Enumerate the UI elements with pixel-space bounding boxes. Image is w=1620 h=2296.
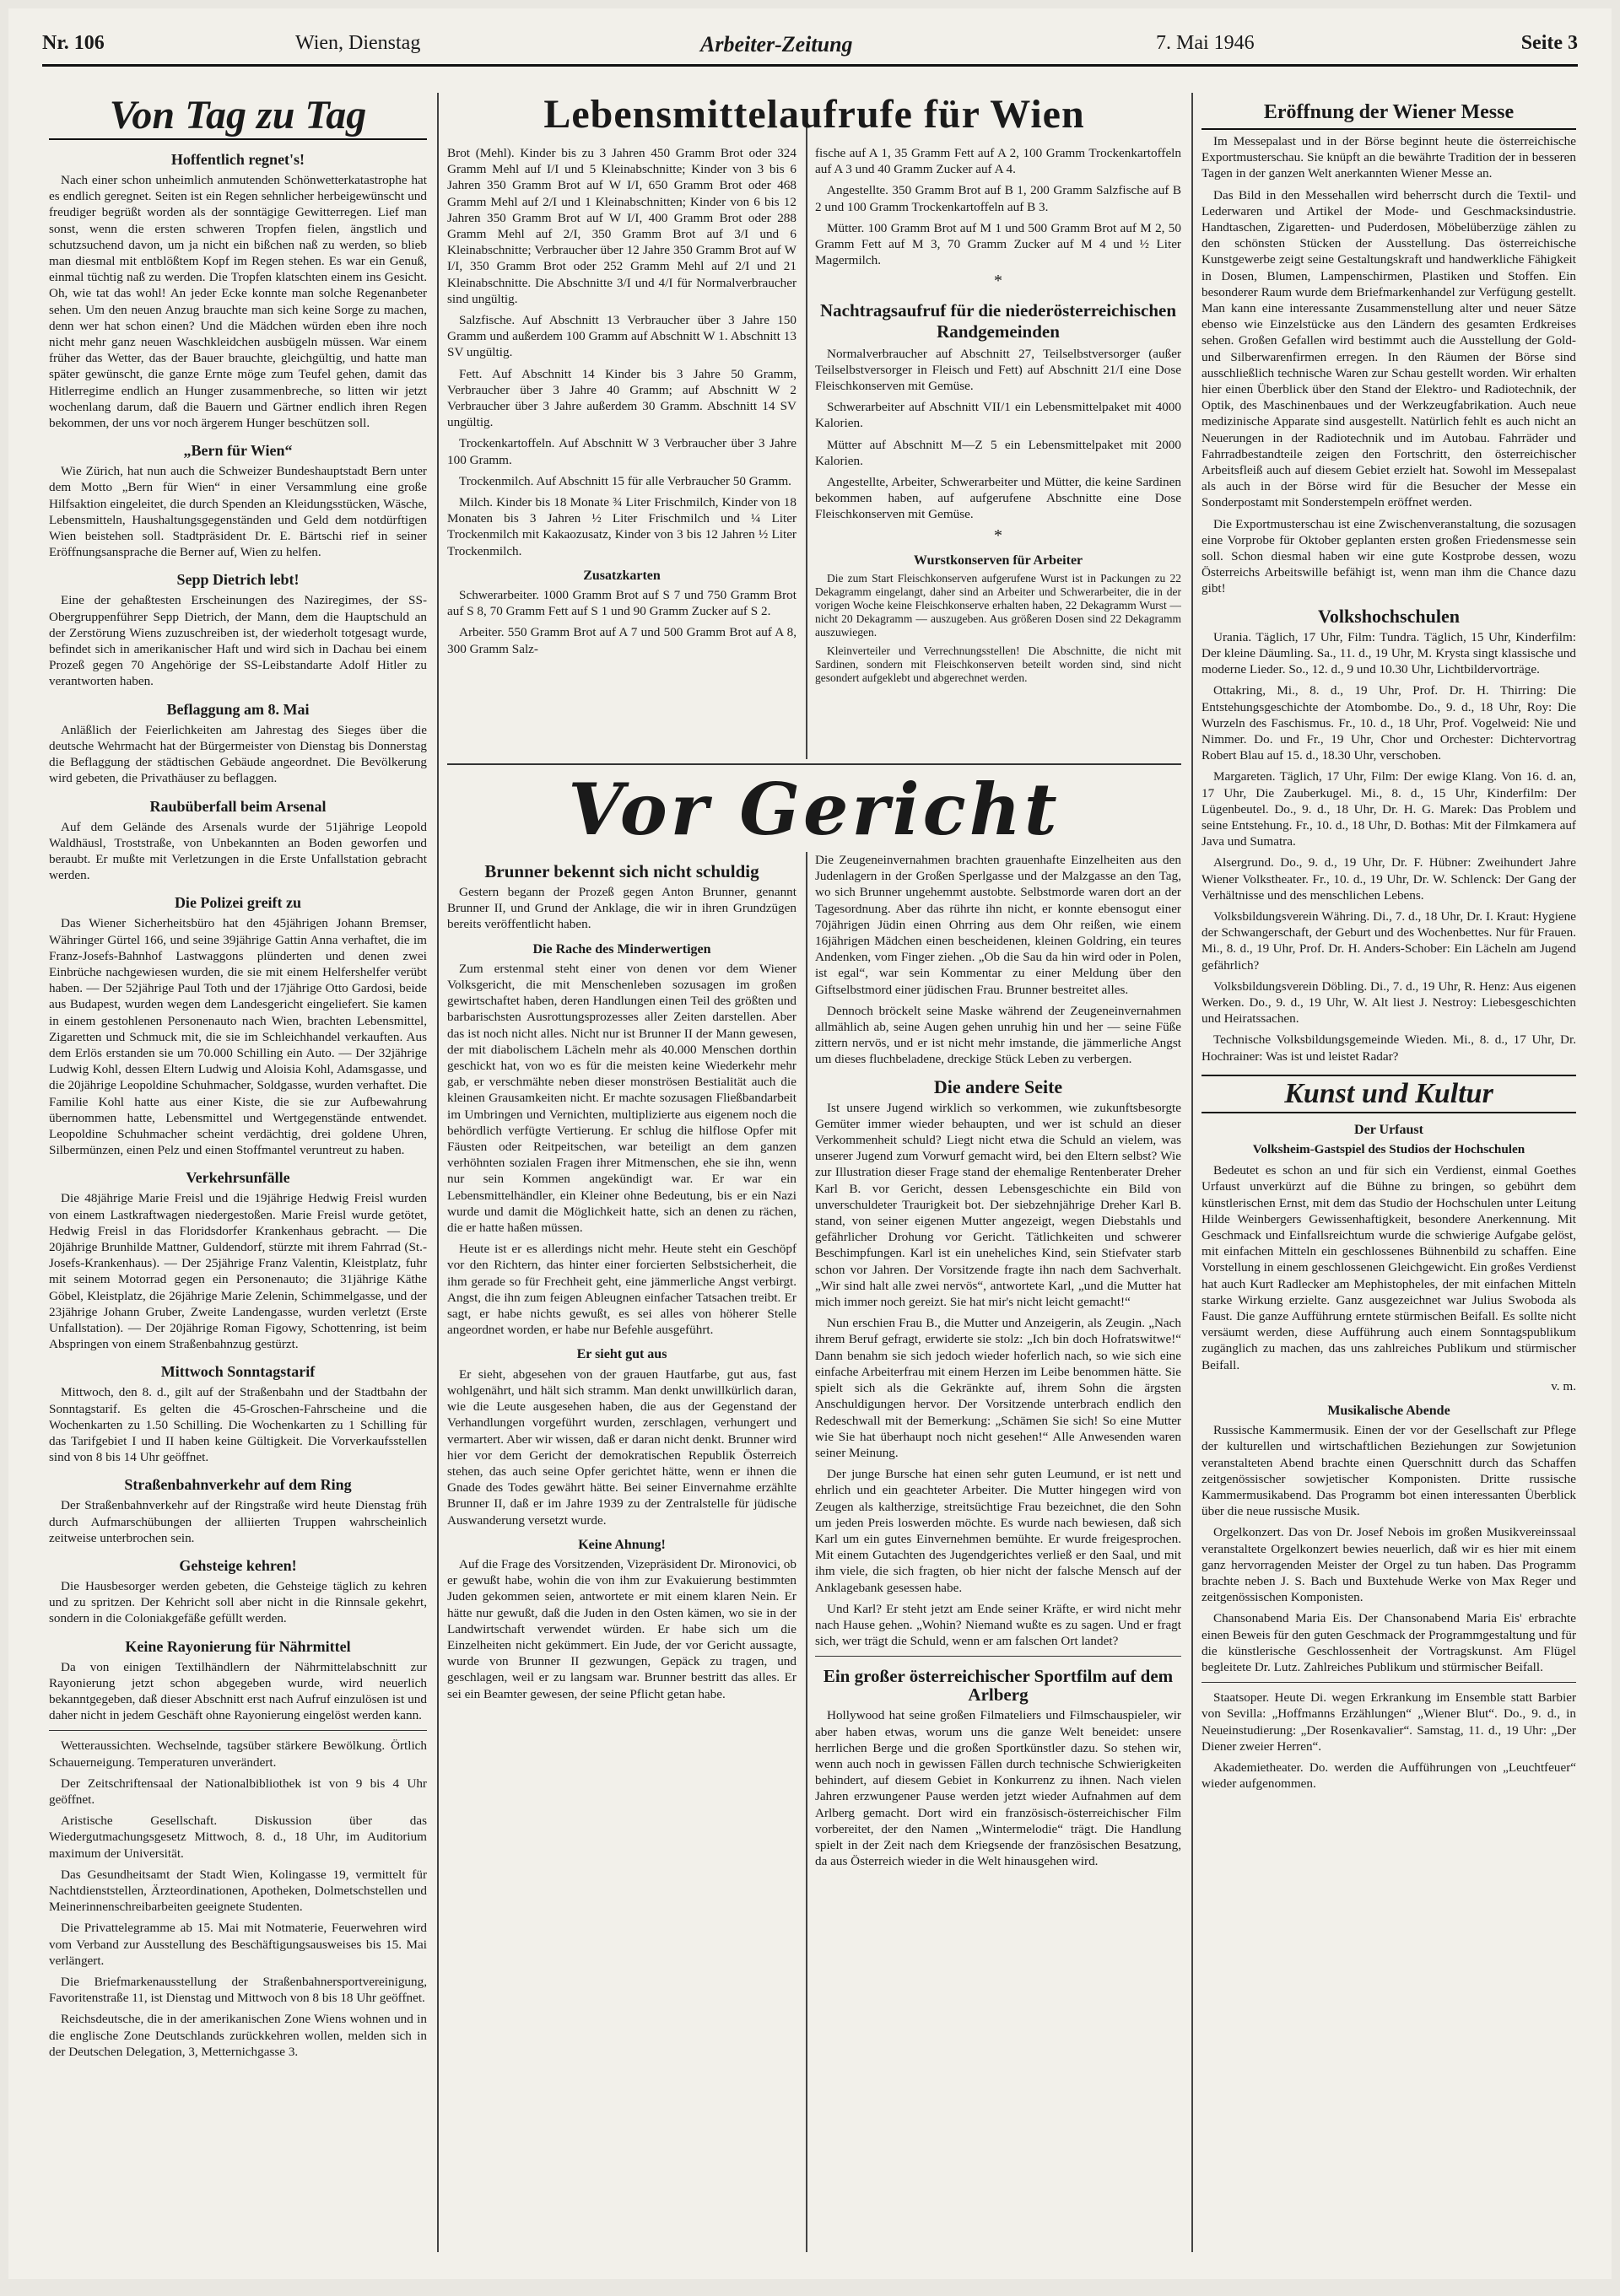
ration-text: Angestellte, Arbeiter, Schwerarbeiter und Mütter, die keine Sardinen bekommen haben, auf aufgerufene Abschnitte eine Dose Fleischkonserven mit Gemüse. [815,475,1181,522]
ration-text: Normalverbraucher auf Abschnitt 27, Teilselbstversorger (außer Teilselbstversorger in Fleisch und Fett) auf Abschnitt 21/I eine Dose Fleischkonserven mit Gemüse. [815,346,1181,394]
listing-text: Alsergrund. Do., 9. d., 19 Uhr, Dr. F. Hübner: Zweihundert Jahre Wiener Volkstheater. Fr., 10. d., 19 Uhr, Dr. W. Schlenck: Der Gang der Verhältnisse und des menschlichen Lebens. [1202,855,1576,903]
listing-text: Ottakring, Mi., 8. d., 19 Uhr, Prof. Dr. H. Thirring: Die Entstehungsgeschichte der Atombombe. Do., 9. d., 18 Uhr, Roy: Die Wurzeln des Faschismus. Fr., 10. d., 18 Uhr, Prof. Vogelweid: Nie und Nimmer. Do. und Fr., 19 Uhr, Chor und Orchester: Dichtervortrag Robert Blau auf 15. d., 18.30 Uhr, verschoben. [1202,683,1576,763]
section-rule [447,763,1181,765]
notice-text: Das Gesundheitsamt der Stadt Wien, Kolingasse 19, vermittelt für Nachtdienststellen, Ärzteordinationen, Apotheken, Dolmetschstellen und Meinerinnenschreibarbeiten geeignete Studenten. [49,1867,427,1915]
column-food-rations-2 [815,145,1181,759]
article-title: Keine Rayonierung für Nährmittel [125,1637,351,1655]
ration-text: Salzfische. Auf Abschnitt 13 Verbraucher über 3 Jahre 150 Gramm und außerdem 100 Gramm auf Abschnitt W 1. Abschnitt 13 SV ungültig. [447,313,796,360]
listing-text: Urania. Täglich, 17 Uhr, Film: Tundra. Täglich, 15 Uhr, Kinderfilm: Der kleine Däumling. Sa., 11. d., 19 Uhr, M. Krysta singt klassische und moderne Lieder. So., 12. d., 9 und 10.30 Uhr, Lichtbildervorträge. [1202,629,1576,677]
article-text: Auf dem Gelände des Arsenals wurde der 51jährige Leopold Waldhäusl, Troststraße, von Unbekannten an Boden geworfen und beraubt. Er mußte mit Verletzungen in die Erste Unfallstation gebracht werden. [49,819,427,883]
article-text: Der junge Bursche hat einen sehr guten Leumund, er ist nett und ehrlich und ein geachteter Arbeiter. Die Mutter hingegen wird von Zeugen als kaltherzige, streitsüchtige Frau bezeichnet, die den Sohn um jeden Preis loswerden möchte. Es wurde nach bewiesen, daß sich Karl um ein gutes Einvernehmen bemühte. Er wurde freigesprochen. Mit einem Gutachten des Jugendgerichtes verließ er den Saal, und mit ihm viele, die sich fragten, ob hier nicht der falsche Mensch auf der Anklagebank gesessen habe. [815,1467,1181,1595]
newspaper-page [8,8,1612,2279]
issue-number: Nr. 106 [42,32,105,54]
article-text: Ist unsere Jugend wirklich so verkommen, wie zukunftsbesorgte Gemüter immer wieder behaupten, und wer ist schuld an dieser Verkommenheit schuld? Liegt nicht etwa die Schuld an vielem, was unserer Jugend zum Vorwurf gemacht wird, bei den Eltern selbst? Wie zur Illustration dieser Frage stand der ehemalige Rentenberater Dreher Karl B. vor Gericht, dessen Lebensgeschichte ein Bild von unverschuldeter Traurigkeit bot. Der siebzehnjährige Dreher Karl B. stand, von seiner eigenen Mutter angezeigt, wegen Diebstahls und gefährlicher Drohung vor Gericht. Tätlichkeiten und schwerer Beschimpfungen. Karl ist ein uneheliches Kind, sein Stiefvater starb schon vor Jahren. Der Vorsitzende fragte ihn nach dem Sachverhalt. „Wir sind halt alle zwei nervös“, antwortete Karl, „und die Mutter hat mich immer noch gereizt. Sie hat mir's nicht leicht gemacht!“ [815,1100,1181,1310]
section-title: Von Tag zu Tag [49,93,427,140]
article-text: Er sieht, abgesehen von der grauen Hautfarbe, gut aus, fast wohlgenährt, und hält sich stramm. Man denkt unwillkürlich daran, wie die Leute ausgesehen haben, die aus der Gegenstand der Verhandlungen vorgeführt wurden, zerschlagen, verhungert und vermartert. Aber wir wissen, daß er daran nicht denkt. Brunner wird hier vor dem Gericht der demokratischen Republik Österreich stehen, das auch seine Opfer gerichtet hätte, wenn er ihnen die Gnade des Todes gewährt hätte. Bei seiner Einvernahme erzählte Brunner II, daß er im Jahre 1939 zu der Zentralstelle für jüdische Auswanderung versetzt wurde. [447,1366,796,1528]
subheadline: Nachtragsaufruf für die niederösterreichischen Randgemeinden [819,299,1177,342]
article-text: Chansonabend Maria Eis. Der Chansonabend Maria Eis' erbrachte einen Beweis für den guten Geschmack der Programmgestaltung und für die künstlerische Geschlossenheit der Vortragskunst. Am Flügel begleitete Dr. Lutz. Zahlreiches Publikum und stürmischer Beifall. [1202,1611,1576,1675]
ration-text: Schwerarbeiter auf Abschnitt VII/1 ein Lebensmittelpaket mit 4000 Kalorien. [815,400,1181,431]
subheading: Er sieht gut aus [576,1347,667,1362]
section-heading: Volkshochschulen [1318,605,1460,627]
article-title: Straßenbahnverkehr auf dem Ring [124,1476,352,1494]
vor-gericht-title: Vor Gericht [568,768,1061,851]
article-title: Ein großer österreichischer Sportfilm auf dem Arlberg [823,1666,1174,1706]
notice-text: Reichsdeutsche, die in der amerikanischen Zone Wiens wohnen und in die englische Zone Deutschlands zurückkehren wollen, melden sich in der Deutschen Delegation, 3, Metternichgasse 3. [49,2012,427,2059]
article-text: Heute ist er es allerdings nicht mehr. Heute steht ein Geschöpf vor den Richtern, das hinter einer forcierten Selbstsicherheit, die ihm gerade so für Frechheit geht, eine jämmerliche Angst verbirgt. Angst, die ihn zum feigen Ableugnen einfacher Tatsachen treibt. Er sagt, er habe nichts gewußt, es sei alles von höherer Stelle angeordnet worden, er habe nur Befehle ausgeführt. [447,1242,796,1338]
subheading: Zusatzkarten [583,568,661,583]
ration-text: Fett. Auf Abschnitt 14 Kinder bis 3 Jahre 50 Gramm, Verbraucher über 3 Jahre 40 Gramm; auf Abschnitt W 2 Verbraucher über 3 Jahre außerdem 30 Gramm. Abschnitt 14 SV ungültig. [447,366,796,430]
column-trial-brunner [447,852,796,2261]
ration-text: Trockenmilch. Auf Abschnitt 15 für alle Verbraucher 50 Gramm. [459,473,791,488]
listing-text: Technische Volksbildungsgemeinde Wieden. Mi., 8. d., 17 Uhr, Dr. Hochrainer: Was ist und leistet Radar? [1202,1032,1576,1064]
article-title: Brunner bekennt sich nicht schuldig [484,861,759,881]
article-title: Die Polizei greift zu [174,894,302,912]
article-title: Eröffnung der Wiener Messe [1202,100,1576,130]
place-day: Wien, Dienstag [295,32,421,54]
article-title: Verkehrsunfälle [186,1169,290,1187]
article-text: Anläßlich der Feierlichkeiten am Jahrestag des Sieges über die deutsche Wehrmacht hat der Bürgermeister von Dienstag bis Donnerstag die Beflaggung der städtischen Gebäude angeordnet. Die Bevölkerung wird gebeten, die Privathäuser zu beflaggen. [49,722,427,786]
ration-text: Mütter. 100 Gramm Brot auf M 1 und 500 Gramm Brot auf M 2, 50 Gramm Fett auf M 3, 70 Gramm Zucker auf M 4 und ½ Liter Magermilch. [815,220,1181,268]
article-text: Bedeutet es schon an und für sich ein Verdienst, einmal Goethes Urfaust unverkürzt auf die Bühne zu bringen, so gebührt dem künstlerischen Ernst, mit dem das Studio der Hochschulen unter Leitung Hilde Weinbergers Gewissenhaftigkeit, besondere Anerkennung. Mit Geschmack und Einfallsreichtum wurde die schwierige Aufgabe gelöst, mit einfachen Mitteln ein geschlossenes Bühnenbild zu schaffen. Eine Vorstellung in einem geschlossenen Gleichgewicht. Ein großes Verdienst hat auch Kurt Radlecker am Mephistopheles, der mit einfachen Mitteln starke Wirkung erzielte. Ganz ausgezeichnet war Julius Swoboda als Faust. Die ganze Aufführung erntete stürmischen Beifall. Es sollte nicht versäumt werden, diese Aufführung auch einem Sonntagspublikum zugänglich zu machen, das uns zahlreiches Publikum und stürmischer Beifall. [1202,1163,1576,1372]
article-text: Im Messepalast und in der Börse beginnt heute die österreichische Exportmusterschau. Sie knüpft an die bewährte Tradition der in besseren Tagen in der ganzen Welt anerkannten Wiener Messe an. [1202,134,1576,181]
column-rule [437,93,439,2252]
article-title: Der Urfaust [1354,1122,1423,1137]
section-title: Kunst und Kultur [1202,1075,1576,1113]
article-title: Sepp Dietrich lebt! [176,571,300,589]
article-text: Und Karl? Er steht jetzt am Ende seiner Kräfte, er wird nicht mehr nach Hause gehen. „Wohin? Niemand wußte es zu sagen. Und er fragt sich, wer trägt die Schuld, wenn er am falschen Ort landet? [815,1601,1181,1649]
notice-text: Der Zeitschriftensaal der Nationalbibliothek ist von 9 bis 4 Uhr geöffnet. [49,1776,427,1808]
column-food-rations [447,145,796,759]
author-signature: v. m. [1551,1378,1576,1393]
article-text: Dennoch bröckelt seine Maske während der Zeugeneinvernahmen allmählich ab, seine Augen gehen unruhig hin und her — seine Füße zittern nervös, und er ist nicht mehr imstande, die jämmerliche Angst um dieses fluchbeladene, dreckige Stück Leben zu verbergen. [815,1003,1181,1067]
listing-text: Volksbildungsverein Döbling. Di., 7. d., 19 Uhr, R. Henz: Aus eigenen Werken. Do., 9. d., 19 Uhr, W. Alt liest J. Nestroy: Liebesgeschichten und Heiratssachen. [1202,978,1576,1027]
ration-text: Angestellte. 350 Gramm Brot auf B 1, 200 Gramm Salzfische auf B 2 und 100 Gramm Trockenkartoffeln auf B 3. [815,183,1181,214]
article-text: Die Zeugeneinvernahmen brachten grauenhafte Einzelheiten aus den Judenlagern in der Großen Sperlgasse und der Malzgasse an den Tag, wo sich Brunner ungehemmt austobte. Selbstmorde waren dort an der Tagesordnung. Aber das rührte ihn nicht, er konnte ebensogut einer 70jährigen Jüdin einen Ohrring aus dem Ohr reißen, wie einem 16jährigen Mädchen einen bescheidenen, kleinen Goldring, ein teures Andenken, vom Finger ziehen. „Ob die Sau da hin wird oder in Polen, ist egal“, war sein Kommentar zu einer Meldung über den Giftselbstmord einer jüdischen Frau. Brunner bestreitet alles. [815,853,1181,997]
main-headline: Lebensmittelaufrufe für Wien [543,92,1085,137]
article-text: Hollywood hat seine großen Filmateliers und Filmschauspieler, wir aber haben etwas, worum uns die ganze Welt beneidet: unsere herrlichen Berge und die großen Sportkünstler dazu. So stehen wir, wenn auch noch in gewissen Fällen durch technische Schwierigkeiten behindert, auf diesem Gebiet in Konkurrenz zu ihnen. Nach vielen Jahren erzwungener Pause werden jetzt wieder Aufnahmen auf dem Arlberg gemacht. Dort wird ein französisch-österreichischer Film vorbereitet, der den Namen „Wintermelodie“ trägt. Die Handlung spielt in der Zeit nach dem Kriegsende der französischen Besatzung, da aus Österreich wieder in die Welt hinausgehen wird. [815,1708,1181,1869]
asterisk-divider: * [994,525,1002,545]
article-text: Zum erstenmal steht einer von denen vor dem Wiener Volksgericht, die mit Menschenleben sozusagen im großen gewirtschaftet haben, deren Handlungen einen Teil des größten und barbarischsten Ausrottungsprozesses aller Zeiten darstellen. Aber das ist noch nicht alles. Nicht nur ist Brunner II der Mann gewesen, der mit diabolischem Lächeln mehr als 40.000 Menschen dorthin geschickt hat, von wo es für die meisten keine Wiederkehr mehr gab, er verschmähte neben dieser monströsen Bestialität auch die kleinen Grausamkeiten nicht. Er machte sozusagen Fließbandarbeit im Umbringen und Vernichten, multiplizierte aus eigenem noch die behördlich verfügte Vertierung. Er schlug die hilflose Opfer mit Fäusten oder Reitpeitschen, war beteiligt an dem ganzen verhöhnten sozialen Fragen ihrer Mitmenschen, ehe sie ihn, wenn nur sein Kommen angekündigt war. Er war ein Lebensmittelhändler, ein Kleiner ohne Bedeutung, bis er ein Nazi wurde und damit die Möglichkeit hatte, sich an denen zu rächen, die er hatte haßen müssen. [447,961,796,1236]
ration-text: Kleinverteiler und Verrechnungsstellen! Die Abschnitte, die nicht mit Sardinen, sondern mit Fleischkonserven beteilt worden sind, sind nicht gesondert aufgeklebt und abgerechnet werden. [815,644,1181,685]
article-text: Der Straßenbahnverkehr auf der Ringstraße wird heute Dienstag früh durch Aufmarschübungen der alliierten Truppen wahrscheinlich zeitweise unterbrochen sein. [49,1498,427,1545]
page-number: Seite 3 [1520,32,1578,54]
article-text: Wie Zürich, hat nun auch die Schweizer Bundeshauptstadt Bern unter dem Motto „Bern für Wien“ in einer Versammlung eine große Hilfsaktion eingeleitet, die durch Spenden an Kleidungsstücken, Wäsche, Lebensmitteln, Haushaltungsgegenständen und Geld dem notdürftigen Wien beistehen soll. Stadtpräsident Dr. E. Bärtschi rief in seiner Eröffnungsansprache die Berner auf, Wien zu helfen. [49,464,427,560]
ration-text: Die zum Start Fleischkonserven aufgerufene Wurst ist in Packungen zu 22 Dekagramm eingelangt, daher sind an Arbeiter und Schwerarbeiter, die in der vorigen Woche keine Fleischkonserve erhalten haben, 22 Dekagramm Wurst — nicht 20 Dekagramm — auszugeben. Aus größeren Dosen sind 22 Dekagramm auszuwiegen. [815,572,1181,639]
notice-text: Wetteraussichten. Wechselnde, tagsüber stärkere Bewölkung. Örtlich Schauerneigung. Temperaturen unverändert. [49,1738,427,1770]
article-text: Das Bild in den Messehallen wird beherrscht durch die Textil- und Lederwaren und Artikel der Mode- und Geschmacksindustrie. Handtaschen, Zigaretten- und Puderdosen, Möbelüberzüge zählen zu den schönsten Stücken der Ausstellung. Das österreichische Kunstgewerbe zeigt seine Gestaltungskraft und handwerkliche Fähigkeit in Dosen, Blumen, Lampenschirmen, Plastiken und Stoffen. Ein besonderer Raum wurde dem Briefmarkenhandel zur Verfügung gestellt. Man kann eine interessante Zusammenstellung alter und neuer Sätze ebenso wie Einzelstücke aus den Ländern des gesamten Erdkreises sehen. Großen Gefallen wird bestimmt auch die Ausstellung der Gold- und Silberwarenfirmen erregen. In den Räumen der Börse sind ausschließlich technische Waren zur Schau gestellt worden. Wir erhalten hier einen Überblick über den Stand der Elektro- und Radiotechnik, der Optik, des Maschinenbaues und der Werkzeugfabrikation. Auch neue medizinische Apparate sind ausgestellt. Natürlich fehlt es auch nicht an Neuerungen in der Radiotechnik und im Autobau. Fahrräder und Fahrradbestandteile zeigen den Fortschritt, den österreichischer Arbeitsfleiß auch auf diesem Gebiet erzielt hat. Sowohl im Messepalast als auch in der Börse wird für die Besucher der Messe ein Sonderpostamt mit Sonderstempeln eröffnet werden. [1202,187,1576,510]
ration-text: Milch. Kinder bis 18 Monate ¾ Liter Frischmilch, Kinder von 18 Monaten bis 3 Jahren ½ Liter Frischmilch und ¼ Liter Trockenmilch mit Kakaozusatz, Kinder von 3 bis 12 Jahren ½ Liter Trockenmilch. [447,495,796,558]
article-text: Orgelkonzert. Das von Dr. Josef Nebois im großen Musikvereinssaal veranstaltete Orgelkonzert bewies neuerlich, daß wir es hier mit einem ganz hervorragenden Meister der Orgel zu tun haben. Das Programm brachte neben J. S. Bach und Buxtehude Werke von Max Reger und zeitgenössischen Komponisten. [1202,1525,1576,1605]
article-text: Staatsoper. Heute Di. wegen Erkrankung im Ensemble statt Barbier von Sevilla: „Hoffmanns Erzählungen“ „Wiener Blut“. Do., 9. d., in Neueinstudierung: „Der Rosenkavalier“. Samstag, 11. d., 19 Uhr: „Der Diener zweier Herren“. [1202,1690,1576,1754]
article-title: Hoffentlich regnet's! [170,151,305,168]
ration-text: fische auf A 1, 35 Gramm Fett auf A 2, 100 Gramm Trockenkartoffeln auf A 3 und 40 Gramm Zucker auf A 4. [815,146,1181,177]
ration-text: Schwerarbeiter. 1000 Gramm Brot auf S 7 und 750 Gramm Brot auf S 8, 70 Gramm Fett auf S 1 und 90 Gramm Zucker auf S 2. [447,588,796,619]
ration-text: Trockenkartoffeln. Auf Abschnitt W 3 Verbraucher über 3 Jahre 100 Gramm. [447,436,796,467]
article-title: „Bern für Wien“ [183,442,293,460]
column-rule [806,852,807,2252]
notice-text: Die Privattelegramme ab 15. Mai mit Notmaterie, Feuerwehren wird vom Verband zur Ausstellung des Beschäftigungsausweises bis 15. Mai verlängert. [49,1921,427,1968]
subheading: Die Rache des Minderwertigen [532,941,711,957]
article-title: Raubüberfall beim Arsenal [149,797,327,815]
column-rule [806,127,807,759]
article-title: Gehsteige kehren! [179,1557,297,1575]
subheading: Wurstkonserven für Arbeiter [913,552,1083,568]
article-text: Das Wiener Sicherheitsbüro hat den 45jährigen Johann Bremser, Währinger Gürtel 166, und seine 39jährige Gattin Anna verhaftet, die im Franz-Josefs-Bahnhof Lastwaggons plünderten und denen zwei Einbrüche nachgewiesen wurden, die sie mit einem Helfershelfer verübt haben. — Der 52jährige Paul Toth und der 17jährige Otto Gardosi, beide aus Budapest, wurden wegen dem Landesgericht eingeliefert. Sie kamen in einem gestohlenen Personenauto nach Wien, brachten Lebensmittel, Zigaretten und Schmuck mit, die sie im Schleichhandel verkauften. Aus dem Erlös erstanden sie um 70.000 Schilling ein Auto. — Der 32jährige Ludwig Kohl, dessen Eltern Ludwig und Aloisia Kohl, Adamsgasse, und die 20jährige Leopoldine Schuhmacher, Soldgasse, wurden verhaftet. Die Familie Kohl hatte aus einer Kiste, die sie zur Aufbewahrung übernommen hatte, Lebensmittel und Wertgegenstände entwendet. Leopoldine Schuhmacher scheint verdächtig, drei goldene Uhren, Silbermünzen, einen Pelz und einen Stoffmantel veruntreut zu haben. [49,916,427,1158]
ration-text: Brot (Mehl). Kinder bis zu 3 Jahren 450 Gramm Brot oder 324 Gramm Mehl auf I/I und 5 Kleinabschnitte; Kinder von 3 bis 6 Jahren 350 Gramm Brot auf W I/I, 650 Gramm Brot oder 468 Gramm Mehl auf 2/I und 1 Kleinabschnitten; Kinder von 6 bis 12 Jahren 350 Gramm Brot auf W I/I, 400 Gramm Brot oder 288 Gramm Mehl auf 2/I, 350 Gramm Brot auf 3/I und 6 Kleinabschnitte; Verbraucher über 12 Jahre 350 Gramm Brot auf W I/I, 350 Gramm Brot oder 252 Gramm Mehl auf 2/I und 21 Kleinabschnitte. Die Abschnitte 3/I und 4/I für Normalverbraucher sind ungültig. [447,146,796,306]
article-title: Mittwoch Sonntagstarif [160,1363,316,1381]
notice-text: Aristische Gesellschaft. Diskussion über das Wiedergutmachungsgesetz Mittwoch, 8. d., 18 Uhr, im Auditorium maximum der Universität. [49,1814,427,1861]
divider [1202,1682,1576,1683]
ration-text: Mütter auf Abschnitt M—Z 5 ein Lebensmittelpaket mit 2000 Kalorien. [815,437,1181,468]
listing-text: Volksbildungsverein Währing. Di., 7. d., 18 Uhr, Dr. I. Kraut: Hygiene der Schwangerschaft, der Geburt und des Wochenbettes. Nur für Frauen. Mi., 8. d., 19 Uhr, Prof. Dr. H. Anders-Schober: Ein Lächeln am Jugend gefährlich? [1202,908,1576,973]
article-text: Russische Kammermusik. Einen der vor der Gesellschaft zur Pflege der kulturellen und wirtschaftlichen Beziehungen zur Sowjetunion veranstalteten Abend brachte einen Querschnitt durch das Schaffen zeitgenössischer sowjetischer Komponisten. Dritte russische Kammermusikabend. Das Programm bot einen interessanten Überblick über die neue russische Musik. [1202,1423,1576,1519]
article-text: Eine der gehaßtesten Erscheinungen des Naziregimes, der SS-Obergruppenführer Sepp Dietrich, der Mann, dem die Hauptschuld an der Zerstörung Wiens zuzuschreiben ist, der wiederholt totgesagt wurde, befindet sich in amerikanischer Haft und wird sich in Dachau bei einem Prozeß gegen 70 Angehörige der SS-Leibstandarte Adolf Hitler zu verantworten haben. [49,593,427,689]
article-text: Nun erschien Frau B., die Mutter und Anzeigerin, als Zeugin. „Nach ihrem Beruf gefragt, erwiderte sie stolz: „Ich bin doch Hofratswitwe!“ Dann benahm sie sich jedoch wieder hoferlich nach, so wie sich eine einfache Arbeiterfrau mit einem Herzen im Leibe benommen hätte. Sie spielt sich als die Gekränkte auf, ihrem Sohn die ärgsten Anschuldigungen hervor. Der Vorsitzende unterbrach endlich den Redeschwall mit der Bemerkung: „Schämen Sie sich! So eine Mutter wie Sie hat überhaupt noch nicht gesehen!“ Alle Anwesenden waren seiner Meinung. [815,1316,1181,1460]
article-text: Nach einer schon unheimlich anmutenden Schönwetterkatastrophe hat es endlich geregnet. Seiten ist ein Regen sehnlicher herbeigewünscht und freudiger begrüßt worden als der sonntägige Gewitterregen. Lief man sonst, wenn die ersten schweren Tropfen fielen, ängstlich und schutzsuchend davon, um ja nicht ein bißchen naß zu werden, so blieb man diesmal mit entblößtem Kopf im Regen stehen. Es war ein Genuß, einmal tüchtig naß zu werden. Die Tropfen klatschten einem ins Gesicht. Oh, wie tat das wohl! An jeder Ecke konnte man solche Regenanbeter sehen. Um den neuen Anzug brauchte man sich keine Sorge zu machen, denn wer hat schon einen? Und die Mädchen würden eben ihre noch nicht mehr ganz neuen Waschkleidchen ausbügeln müssen. War einem früher das Wetter, das der Bauer brauchte, gleichgültig, und hatte man später gewünscht, die ganze Ernte möge zum Teufel gehen, damit das Hitlerregime endlich an Hunger zusammenbreche, so litten wir jetzt wochenlang darum, daß die Bauern und Gärtner endlich ihren Regen bekommen, der uns vor noch ärgerem Hunger beschützen soll. [49,173,427,431]
listing-text: Margareten. Täglich, 17 Uhr, Film: Der ewige Klang. Von 16. d. an, 17 Uhr, Die Zauberkugel. Mi., 8. d., 15 Uhr, Kinderfilm: Der Lügenbeutel. Do., 9. d., 18 Uhr, Dr. H. G. Marek: Das Problem und seine Entstehung. Fr., 10. d., 18 Uhr, D. Bothas: Mit der Filmkamera auf Java und Sumatra. [1202,769,1576,849]
article-text: Mittwoch, den 8. d., gilt auf der Straßenbahn und der Stadtbahn der Sonntagstarif. Es gelten die 45-Groschen-Fahrscheine und die Wochenkarten zu 1.50 Schilling. Die Wochenkarten zu 1 Schilling für das Tarifgebiet I und II haben keine Gültigkeit. Die Vorverkaufsstellen sind von 8 bis 14 Uhr geöffnet. [49,1385,427,1465]
headline-box [447,89,1181,148]
column-right [1202,89,1576,2261]
asterisk-divider: * [994,272,1002,291]
article-title: Beflaggung am 8. Mai [166,700,310,718]
ration-text: Arbeiter. 550 Gramm Brot auf A 7 und 500 Gramm Brot auf A 8, 300 Gramm Salz- [447,625,796,656]
article-text: Akademietheater. Do. werden die Aufführungen von „Leuchtfeuer“ wieder aufgenommen. [1202,1760,1576,1792]
paper-name: Arbeiter-Zeitung [700,32,853,57]
article-text: Die Exportmusterschau ist eine Zwischenveranstaltung, die sozusagen eine Vorprobe für Oktober geplanten ersten großen Friedensmesse sein soll. Schon diesmal haben wir eine gute Kostprobe dessen, wozu Österreichs Arbeitswille befähigt ist, wenn man ihm die Chance dazu gibt! [1202,516,1576,596]
article-subtitle: Volksheim-Gastspiel des Studios der Hochschulen [1252,1141,1526,1156]
subheading: Keine Ahnung! [578,1537,666,1552]
issue-date: 7. Mai 1946 [1156,32,1255,54]
article-title: Die andere Seite [933,1075,1063,1097]
divider [815,1656,1181,1657]
article-text: Auf die Frage des Vorsitzenden, Vizepräsident Dr. Mironovici, ob er gewußt habe, wohin die von ihm zur Evakuierung bestimmten Juden gekommen seien, antwortete er mit einem klaren Nein. Er hätte nur gewußt, daß die Juden in den Osten kämen, wo sie in der Landwirtschaft verwendet würden. Er habe sich um die Einzelheiten nicht gekümmert. Ein Jude, der vor Gericht aussagte, wurde von Brunner II gezwungen, Gepäck zu tragen, und geschlagen, weil er zu langsam war. Brunner bestritt das alles. Er sei ein Beamter gewesen, der seine Pflicht getan habe. [447,1556,796,1701]
column-rule [1191,93,1193,2252]
article-text: Gestern begann der Prozeß gegen Anton Brunner, genannt Brunner II, und Grund der Anklage, die wir in ihren Grundzügen bereits veröffentlicht haben. [447,885,796,932]
page-header [42,27,1578,67]
column-von-tag-zu-tag [49,93,427,2261]
article-text: Die Hausbesorger werden gebeten, die Gehsteige täglich zu kehren und zu spritzen. Der Kehricht soll aber nicht in die Rinnsale gekehrt, sondern in die Coloniakgefäße gefüllt werden. [49,1579,427,1626]
column-trial-2 [815,852,1181,2261]
notice-text: Die Briefmarkenausstellung der Straßenbahnersportvereinigung, Favoritenstraße 11, ist Dienstag und Mittwoch von 8 bis 18 Uhr geöffnet. [49,1975,427,2006]
article-text: Die 48jährige Marie Freisl und die 19jährige Hedwig Freisl wurden von einem Lastkraftwagen niedergestoßen. Marie Freisl wurde getötet, Hedwig Freisl in das Floridsdorfer Krankenhaus gebracht. — Die 20jährige Brunhilde Mattner, Guldendorf, stürzte mit ihrem Fahrrad (St.-Josefs-Krankenhaus). — Der 25jährige Franz Valentin, Kleistplatz, fuhr mit seinem Motorrad gegen ein Personenauto; die 31jährige Käthe Göbel, Kleistplatz, die 26jährige Marie Zelenin, Schimmelgasse, und der 23jährige Johann Gruber, Zweite Landengasse, wurden verletzt (Erste Unfallstation). — Der 20jährige Roman Figowy, Schottenring, ist beim Abspringen von einem Straßenbahnzug gestürzt. [49,1191,427,1352]
article-text: Da von einigen Textilhändlern der Nährmittelabschnitt zur Rayonierung jetzt schon abgegeben wurde, wird neuerlich bekanntgegeben, daß dieser Abschnitt erst nach Aufruf einzulösen ist und daher nicht in jedem Geschäft ohne Rayonierung eingelöst werden kann. [49,1659,427,1723]
divider [49,1730,427,1731]
article-title: Musikalische Abende [1327,1404,1450,1419]
